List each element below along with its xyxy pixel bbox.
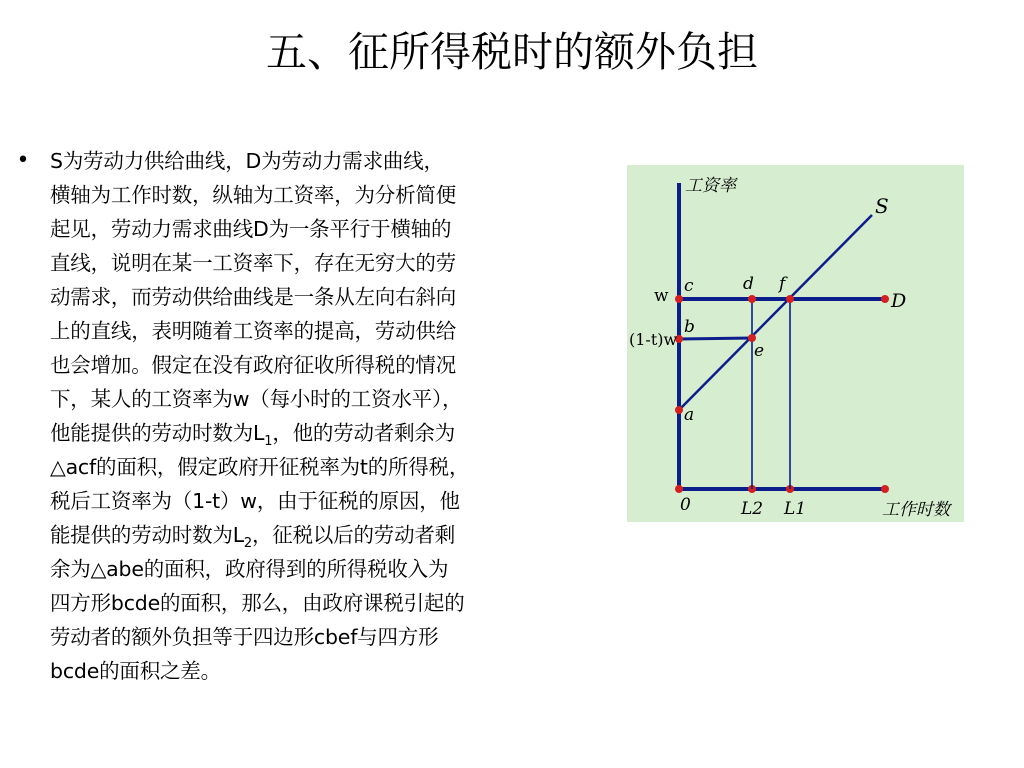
paragraph-line	[50, 586, 624, 620]
bullet-marker: •	[16, 148, 30, 173]
x-axis-label: 工作时数	[882, 500, 950, 520]
line-text: 也会增加。假定在没有政府征收所得税的情况	[50, 353, 456, 377]
line-text: S为劳动力供给曲线，D为劳动力需求曲线，	[50, 149, 444, 173]
paragraph-line	[50, 620, 624, 654]
after-tax-wage-label: (1-t)w	[629, 330, 678, 349]
origin-label: 0	[680, 495, 691, 515]
supply-label: S	[875, 194, 889, 218]
slide-title: 五、征所得税时的额外负担	[266, 28, 758, 76]
paragraph-line	[50, 348, 624, 382]
paragraph-line	[50, 178, 624, 212]
point-c	[675, 295, 683, 303]
line-text: 他能提供的劳动时数为L	[50, 421, 265, 445]
subscript-text: 1	[264, 434, 273, 450]
paragraph-line	[50, 518, 624, 552]
paragraph-line	[50, 450, 624, 484]
subscript-text: 2	[243, 536, 252, 552]
point-e-label: e	[754, 341, 765, 361]
line-text: 能提供的劳动时数为L	[50, 523, 244, 547]
paragraph-line	[50, 552, 624, 586]
bullet-paragraph	[50, 144, 624, 688]
point-a-label: a	[684, 405, 695, 425]
after-tax-wage-line	[679, 338, 753, 339]
line-text: 起见，劳动力需求曲线D为一条平行于横轴的	[50, 217, 452, 241]
paragraph-line	[50, 382, 624, 416]
line-text: 动需求，而劳动供给曲线是一条从左向右斜向	[50, 285, 456, 309]
line-text: 横轴为工作时数，纵轴为工资率，为分析简便	[50, 183, 456, 207]
line-text: bcde的面积之差。	[50, 659, 221, 683]
paragraph-line	[50, 416, 624, 450]
x-axis-end-point	[881, 485, 889, 493]
line-text: 余为△abe的面积，政府得到的所得税收入为	[50, 557, 449, 581]
paragraph-line	[50, 484, 624, 518]
l2-label: L2	[741, 499, 764, 519]
line-text: ，他的劳动者剩余为	[272, 421, 456, 445]
demand-label: D	[891, 290, 907, 312]
origin-point	[675, 485, 683, 493]
point-b-label: b	[684, 317, 695, 337]
diagram-svg	[627, 165, 964, 522]
point-a	[675, 406, 683, 414]
line-text: ，征税以后的劳动者剩	[252, 523, 455, 547]
point-d-label: d	[743, 274, 754, 294]
paragraph-line	[50, 246, 624, 280]
wage-label: w	[654, 286, 669, 306]
line-text: 上的直线，表明随着工资率的提高，劳动供给	[50, 319, 456, 343]
paragraph-line	[50, 314, 624, 348]
line-text: 直线，说明在某一工资率下，存在无穷大的劳	[50, 251, 456, 275]
labor-supply-tax-diagram	[627, 165, 964, 522]
demand-end-point	[881, 295, 889, 303]
paragraph-line	[50, 654, 624, 688]
point-c-label: c	[684, 276, 694, 296]
line-text: △acf的面积，假定政府开征税率为t的所得税，	[50, 455, 470, 479]
y-axis-label: 工资率	[685, 176, 736, 196]
point-f	[786, 295, 794, 303]
line-text: 税后工资率为（1-t）w，由于征税的原因，他	[50, 489, 460, 513]
point-f-label: f	[779, 274, 786, 294]
l1-label: L1	[784, 499, 807, 519]
line-text: 四方形bcde的面积，那么，由政府课税引起的	[50, 591, 465, 615]
paragraph-line	[50, 144, 624, 178]
paragraph-line	[50, 212, 624, 246]
point-d	[748, 295, 756, 303]
paragraph-line	[50, 280, 624, 314]
line-text: 下，某人的工资率为w（每小时的工资水平），	[50, 387, 463, 411]
line-text: 劳动者的额外负担等于四边形cbef与四方形	[50, 625, 439, 649]
